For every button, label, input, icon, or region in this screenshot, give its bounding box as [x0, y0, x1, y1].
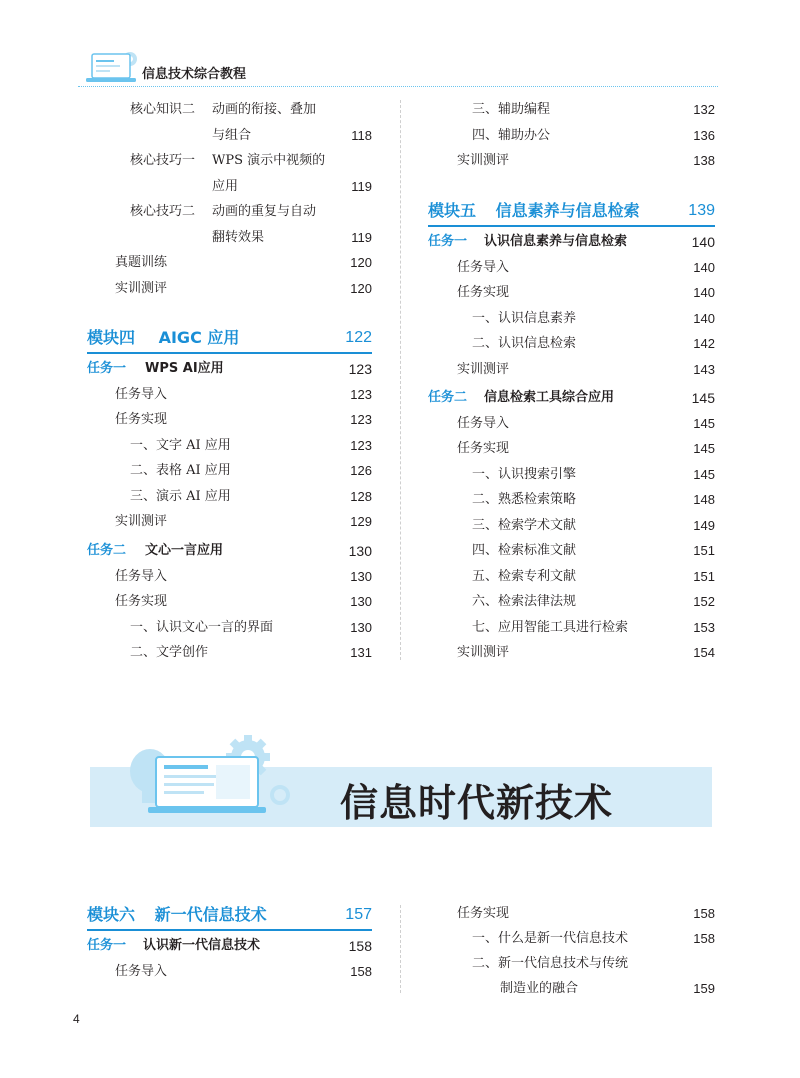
- toc-entry[interactable]: [457, 257, 715, 279]
- entry-title: 二、表格 AI 应用: [130, 463, 231, 478]
- task-page: 145: [691, 390, 715, 406]
- entry-title: 制造业的融合: [500, 981, 579, 996]
- book-title: 信息技术综合教程: [142, 67, 247, 82]
- entry-title: 任务导入: [457, 416, 510, 431]
- entry-page: 130: [350, 594, 372, 609]
- toc-entry[interactable]: [130, 176, 372, 198]
- toc-entry[interactable]: [130, 150, 372, 172]
- entry-title: 任务实现: [457, 285, 510, 300]
- entry-page: 143: [693, 362, 715, 377]
- column-divider: [400, 905, 401, 993]
- header-rule: [78, 86, 718, 87]
- toc-entry[interactable]: [115, 384, 372, 406]
- entry-page: 140: [693, 285, 715, 300]
- toc-entry[interactable]: [130, 201, 372, 223]
- toc-entry[interactable]: [457, 282, 715, 304]
- task-page: 123: [348, 361, 372, 377]
- toc-entry[interactable]: [115, 511, 372, 533]
- module-label: 模块六: [87, 905, 136, 924]
- entry-page: 148: [693, 492, 715, 507]
- column-divider: [400, 100, 401, 660]
- entry-page: 152: [693, 594, 715, 609]
- task-title: 认识信息素养与信息检索: [484, 234, 628, 249]
- toc-entry[interactable]: [457, 413, 715, 435]
- task-label: 任务一: [87, 361, 127, 376]
- entry-page: 119: [351, 179, 372, 194]
- task-page: 140: [691, 234, 715, 250]
- entry-page: 151: [693, 569, 715, 584]
- entry-page: 142: [693, 336, 715, 351]
- entry-title: 二、新一代信息技术与传统: [472, 956, 629, 971]
- module-label: 模块四: [87, 328, 136, 347]
- toc-entry[interactable]: [472, 515, 715, 537]
- entry-page: 140: [693, 260, 715, 275]
- entry-page: 131: [350, 645, 372, 660]
- entry-page: 145: [693, 416, 715, 431]
- entry-title: 任务导入: [115, 387, 168, 402]
- toc-entry[interactable]: [130, 435, 372, 457]
- toc-entry[interactable]: [472, 540, 715, 562]
- entry-title: 三、演示 AI 应用: [130, 489, 231, 504]
- task-heading[interactable]: [87, 935, 372, 957]
- entry-page: 145: [693, 441, 715, 456]
- toc-entry[interactable]: [472, 99, 715, 121]
- entry-page: 132: [693, 102, 715, 117]
- entry-title: 应用: [212, 179, 239, 194]
- toc-entry[interactable]: [457, 642, 715, 664]
- entry-title: 任务导入: [457, 260, 510, 275]
- entry-label: 核心技巧一: [130, 153, 196, 168]
- toc-entry[interactable]: [472, 978, 715, 1000]
- entry-page: 120: [350, 255, 372, 270]
- module-heading[interactable]: [87, 903, 372, 931]
- entry-title: 三、辅助编程: [472, 102, 551, 117]
- entry-title: 三、检索学术文献: [472, 518, 577, 533]
- entry-page: 120: [350, 281, 372, 296]
- entry-title: 一、文字 AI 应用: [130, 438, 231, 453]
- task-label: 任务二: [428, 390, 468, 405]
- entry-title: 翻转效果: [212, 230, 265, 245]
- entry-page: 154: [693, 645, 715, 660]
- toc-entry[interactable]: [115, 591, 372, 613]
- toc-entry[interactable]: [472, 591, 715, 613]
- entry-title: 实训测评: [457, 153, 510, 168]
- entry-title: 六、检索法律法规: [472, 594, 577, 609]
- entry-title: 动画的重复与自动: [212, 204, 317, 219]
- module-page: 139: [688, 202, 715, 219]
- header-laptop-gear-icon: [78, 50, 142, 84]
- toc-entry[interactable]: [472, 953, 715, 975]
- entry-page: 119: [351, 230, 372, 245]
- task-heading[interactable]: [87, 540, 372, 562]
- page-number: 4: [73, 1012, 80, 1026]
- entry-page: 158: [693, 931, 715, 946]
- entry-title: 一、认识文心一言的界面: [130, 620, 274, 635]
- toc-entry[interactable]: [130, 99, 372, 121]
- toc-entry[interactable]: [472, 308, 715, 330]
- entry-page: 153: [693, 620, 715, 635]
- toc-entry[interactable]: [130, 642, 372, 664]
- module-heading[interactable]: [428, 199, 715, 227]
- entry-title: 七、应用智能工具进行检索: [472, 620, 629, 635]
- entry-page: 138: [693, 153, 715, 168]
- module-heading[interactable]: [87, 326, 372, 354]
- toc-entry[interactable]: [457, 903, 715, 925]
- module-page: 122: [345, 329, 372, 346]
- toc-entry[interactable]: [115, 566, 372, 588]
- entry-title: 任务导入: [115, 964, 168, 979]
- task-heading[interactable]: [87, 358, 372, 380]
- entry-title: 与组合: [212, 128, 252, 143]
- entry-page: 123: [350, 387, 372, 402]
- entry-page: 158: [693, 906, 715, 921]
- module-title: 信息素养与信息检索: [495, 201, 640, 220]
- task-page: 130: [348, 543, 372, 559]
- toc-entry[interactable]: [130, 486, 372, 508]
- entry-label: 核心知识二: [130, 102, 196, 117]
- entry-page: 118: [351, 128, 372, 143]
- entry-page: 123: [350, 412, 372, 427]
- entry-page: 126: [350, 463, 372, 478]
- module-title: AIGC 应用: [158, 328, 240, 347]
- toc-entry[interactable]: [472, 928, 715, 950]
- entry-page: 128: [350, 489, 372, 504]
- entry-title: 任务实现: [457, 906, 510, 921]
- toc-entry[interactable]: [130, 460, 372, 482]
- toc-entry[interactable]: [130, 617, 372, 639]
- entry-title: 实训测评: [457, 645, 510, 660]
- module-title: 新一代信息技术: [154, 905, 267, 924]
- task-label: 任务一: [428, 234, 468, 249]
- toc-entry[interactable]: [472, 617, 715, 639]
- entry-title: 任务实现: [115, 412, 168, 427]
- entry-title: 动画的衔接、叠加: [212, 102, 317, 117]
- toc-entry[interactable]: [115, 252, 372, 274]
- entry-page: 123: [350, 438, 372, 453]
- toc-entry[interactable]: [457, 359, 715, 381]
- toc-entry[interactable]: [457, 150, 715, 172]
- module-page: 157: [345, 906, 372, 923]
- section-title: 信息时代新技术: [340, 781, 614, 825]
- entry-label: 实训测评: [115, 281, 168, 296]
- toc-entry[interactable]: [472, 489, 715, 511]
- toc-entry[interactable]: [472, 333, 715, 355]
- task-title: WPS AI应用: [145, 361, 224, 376]
- toc-entry[interactable]: [130, 227, 372, 249]
- toc-entry[interactable]: [472, 125, 715, 147]
- banner-laptop-gear-illustration: [128, 735, 298, 815]
- entry-page: 130: [350, 620, 372, 635]
- entry-title: 任务导入: [115, 569, 168, 584]
- toc-entry[interactable]: [115, 409, 372, 431]
- entry-page: 149: [693, 518, 715, 533]
- toc-entry[interactable]: [130, 125, 372, 147]
- entry-title: 二、熟悉检索策略: [472, 492, 577, 507]
- toc-entry[interactable]: [115, 961, 372, 983]
- toc-entry[interactable]: [472, 464, 715, 486]
- entry-title: 实训测评: [115, 514, 168, 529]
- task-title: 文心一言应用: [145, 543, 224, 558]
- entry-title: 实训测评: [457, 362, 510, 377]
- task-title: 信息检索工具综合应用: [484, 390, 615, 405]
- entry-label: 核心技巧二: [130, 204, 196, 219]
- entry-page: 159: [693, 981, 715, 996]
- entry-page: 140: [693, 311, 715, 326]
- entry-title: 二、文学创作: [130, 645, 209, 660]
- entry-title: 任务实现: [457, 441, 510, 456]
- task-heading[interactable]: [428, 387, 715, 409]
- task-label: 任务二: [87, 543, 127, 558]
- entry-title: 一、什么是新一代信息技术: [472, 931, 629, 946]
- entry-page: 158: [350, 964, 372, 979]
- entry-label: 真题训练: [115, 255, 168, 270]
- entry-title: 五、检索专利文献: [472, 569, 577, 584]
- toc-entry[interactable]: [472, 566, 715, 588]
- entry-title: 四、辅助办公: [472, 128, 551, 143]
- entry-page: 151: [693, 543, 715, 558]
- module-label: 模块五: [428, 201, 477, 220]
- entry-page: 136: [693, 128, 715, 143]
- entry-title: 二、认识信息检索: [472, 336, 577, 351]
- entry-title: 一、认识搜索引擎: [472, 467, 577, 482]
- entry-page: 129: [350, 514, 372, 529]
- entry-page: 130: [350, 569, 372, 584]
- entry-title: 任务实现: [115, 594, 168, 609]
- task-page: 158: [348, 938, 372, 954]
- toc-entry[interactable]: [457, 438, 715, 460]
- toc-entry[interactable]: [115, 278, 372, 300]
- task-title: 认识新一代信息技术: [143, 938, 261, 953]
- task-label: 任务一: [87, 938, 127, 953]
- entry-title: 四、检索标准文献: [472, 543, 577, 558]
- task-heading[interactable]: [428, 231, 715, 253]
- entry-title: 一、认识信息素养: [472, 311, 577, 326]
- entry-page: 145: [693, 467, 715, 482]
- entry-title: WPS 演示中视频的: [212, 153, 326, 168]
